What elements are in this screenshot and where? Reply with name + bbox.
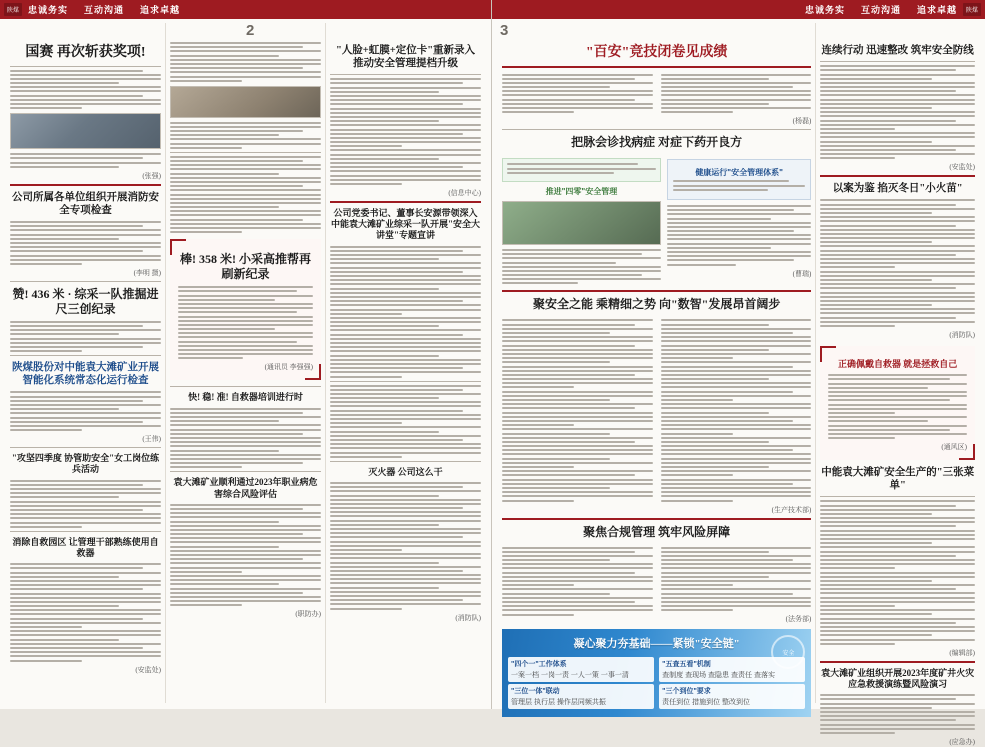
headline-self-rescuer-training: 消除自救园区 让管理干部熟练使用自救器 <box>12 536 159 558</box>
slogan-2: 互动沟通 <box>860 5 901 15</box>
banner-chip <box>659 684 805 709</box>
chip-title: "三个到位"要求 <box>662 688 711 696</box>
headline-digital-safety: 聚安全之能 乘精细之势 向"数智"发展昂首阔步 <box>533 297 781 312</box>
article-signature: (张强) <box>142 171 161 180</box>
headline-winter-fire: 以案为鉴 掐灭冬日"小火苗" <box>832 183 963 195</box>
banner-chips <box>508 655 805 711</box>
article-two-col <box>502 316 811 514</box>
article-body <box>10 321 161 352</box>
article-signature: (安监处) <box>135 665 161 674</box>
article-body <box>828 374 967 439</box>
banner-chip <box>508 684 654 709</box>
chip-desc: 查制度 查现场 查隐患 查责任 查落实 <box>662 672 775 680</box>
article-body <box>178 286 313 359</box>
article-signature: (生产技术部) <box>771 505 812 514</box>
article-body <box>170 122 321 149</box>
article-body <box>661 74 812 114</box>
article-body <box>820 199 975 327</box>
chip-desc: 管理层 执行层 操作层同频共振 <box>511 699 606 707</box>
headline-guosai: 国赛 再次斩获奖项! <box>25 45 146 60</box>
slogan-1: 忠诚务实 <box>804 5 845 15</box>
banner-title: 凝心聚力夯基础——紧锁"安全链" <box>573 638 740 651</box>
headline-continuous-action: 连续行动 迅速整改 筑牢安全防线 <box>821 45 974 56</box>
article-signature: (杨磊) <box>792 117 812 126</box>
page-3-sheet <box>492 0 985 746</box>
diagnose-layout <box>502 154 811 287</box>
article-body <box>502 74 653 114</box>
headline-rescuer-training-2: 快! 稳! 准! 自救器培训进行时 <box>188 392 303 403</box>
page3-col-right <box>815 23 979 746</box>
page-2-columns <box>0 19 491 703</box>
article-two-col <box>502 71 811 127</box>
chip-desc: 责任到位 措施到位 整改到位 <box>662 699 751 707</box>
article-body <box>820 694 975 734</box>
headline-three-menus: 中能袁大滩矿安全生产的"三张菜单" <box>821 467 975 492</box>
headline-women-safety-drill: "攻坚四季度 协管助安全"女工岗位练兵活动 <box>11 453 160 475</box>
masthead-logo: 陕煤 <box>4 3 22 16</box>
article-body <box>502 249 661 285</box>
article-signature: (法务部) <box>785 615 812 624</box>
masthead-left <box>0 0 491 19</box>
headline-baian-contest: "百安"竞技闭卷见成绩 <box>585 45 728 60</box>
article-signature: (安监处) <box>949 163 975 172</box>
page-number-right: 3 <box>500 22 509 39</box>
masthead-slogans <box>28 3 180 16</box>
page2-col-3 <box>325 23 485 703</box>
article-signature: (应急办) <box>949 737 975 746</box>
article-body <box>170 504 321 607</box>
headline-self-rescuer: 正确佩戴自救器 就是拯救自己 <box>838 359 958 369</box>
article-signature: (通讯员 李强强) <box>264 363 313 372</box>
page2-col-2 <box>165 23 325 703</box>
featured-rescuer-box <box>820 346 975 460</box>
tag-label-1: 推进"四零"安全管理 <box>545 186 618 196</box>
article-body <box>820 500 975 644</box>
article-body <box>330 246 481 378</box>
article-body <box>330 78 481 185</box>
safety-seal-icon: 安全 <box>771 635 805 669</box>
headline-fire-inspection: 公司所属各单位组织开展消防安全专项检查 <box>12 191 159 216</box>
chip-title: "三位一体"联动 <box>511 688 560 696</box>
article-body <box>661 319 812 501</box>
article-photo <box>502 201 661 245</box>
article-body <box>170 408 321 469</box>
slogan-3: 追求卓越 <box>140 5 181 15</box>
headline-diagnose: 把脉会诊找病症 对症下药开良方 <box>571 135 743 150</box>
article-signature: (消防队) <box>455 613 481 622</box>
article-signature: (王伟) <box>142 435 161 444</box>
article-photo <box>10 113 161 149</box>
headline-biometric-upgrade: "人脸+虹膜+定位卡"重新录入 推动安全管理提档升级 <box>335 45 476 70</box>
article-body <box>667 205 811 266</box>
article-body <box>170 42 321 82</box>
headline-436m-record: 赞! 436 米 · 综采一队推掘进尺三创纪录 <box>12 286 159 316</box>
page-2-sheet <box>0 0 492 709</box>
chip-desc: 一案一档 一岗一责 一人一策 一事一清 <box>511 672 629 680</box>
page-3-columns <box>492 19 985 746</box>
chip-title: "五查五看"机制 <box>662 661 711 669</box>
article-body <box>10 480 161 528</box>
article-signature: (李明 摄) <box>133 268 161 277</box>
article-body <box>661 547 812 612</box>
headline-safety-lecture: 公司党委书记、董事长安源带领深入中能袁大滩矿业综采一队开展"安全大讲堂"专题宣讲 <box>331 207 480 241</box>
article-body <box>330 482 481 610</box>
article-photo <box>170 86 321 118</box>
article-body <box>330 385 481 458</box>
article-signature: (职防办) <box>295 610 321 619</box>
featured-record-box <box>170 239 321 380</box>
headline-occupational-risk: 袁大滩矿业顺利通过2023年职业病危害综合风险评估 <box>173 477 318 499</box>
article-signature: (曹瑞) <box>792 269 812 278</box>
headline-compliance: 聚焦合规管理 筑牢风险屏障 <box>583 524 731 539</box>
article-body <box>10 391 161 431</box>
tag-callout-2 <box>667 159 811 200</box>
article-signature: (编辑部) <box>949 648 975 657</box>
page3-col-main <box>498 23 815 707</box>
slogan-1: 忠诚务实 <box>28 5 69 15</box>
article-body <box>502 319 653 501</box>
page2-col-1 <box>6 23 165 703</box>
article-body <box>10 153 161 168</box>
tag-label-2: 健康运行"安全管理体系" <box>695 168 783 178</box>
tag-callout-1 <box>502 158 661 182</box>
article-two-col <box>502 544 811 625</box>
article-body <box>502 547 653 616</box>
banner-chip <box>508 657 654 682</box>
chip-title: "四个一"工作体系 <box>511 661 567 669</box>
article-signature: (信息中心) <box>448 188 481 197</box>
headline-fire-drill: 袁大滩矿业组织开展2023年度矿井火灾应急救援演练暨风险演习 <box>821 667 975 689</box>
headline-358m-record: 棒! 358 米! 小采高推帮再刷新纪录 <box>180 252 311 282</box>
page-number-left: 2 <box>246 22 255 39</box>
article-body <box>820 65 975 159</box>
article-body <box>10 563 161 661</box>
masthead-right <box>492 0 985 19</box>
article-body <box>170 156 321 233</box>
slogan-3: 追求卓越 <box>916 5 957 15</box>
masthead-slogans <box>805 3 957 16</box>
headline-intelligent-system: 陕煤股份对中能袁大滩矿业开展智能化系统常态化运行检查 <box>12 362 159 387</box>
masthead-logo: 陕煤 <box>963 3 981 16</box>
article-body <box>10 70 161 110</box>
safety-chain-banner <box>502 629 811 717</box>
headline-extinguisher: 灭火器 公司这么干 <box>368 466 443 477</box>
article-signature: (消防队) <box>949 331 975 339</box>
article-signature: (通风区) <box>941 443 967 452</box>
article-body <box>10 221 161 265</box>
slogan-2: 互动沟通 <box>84 5 125 15</box>
